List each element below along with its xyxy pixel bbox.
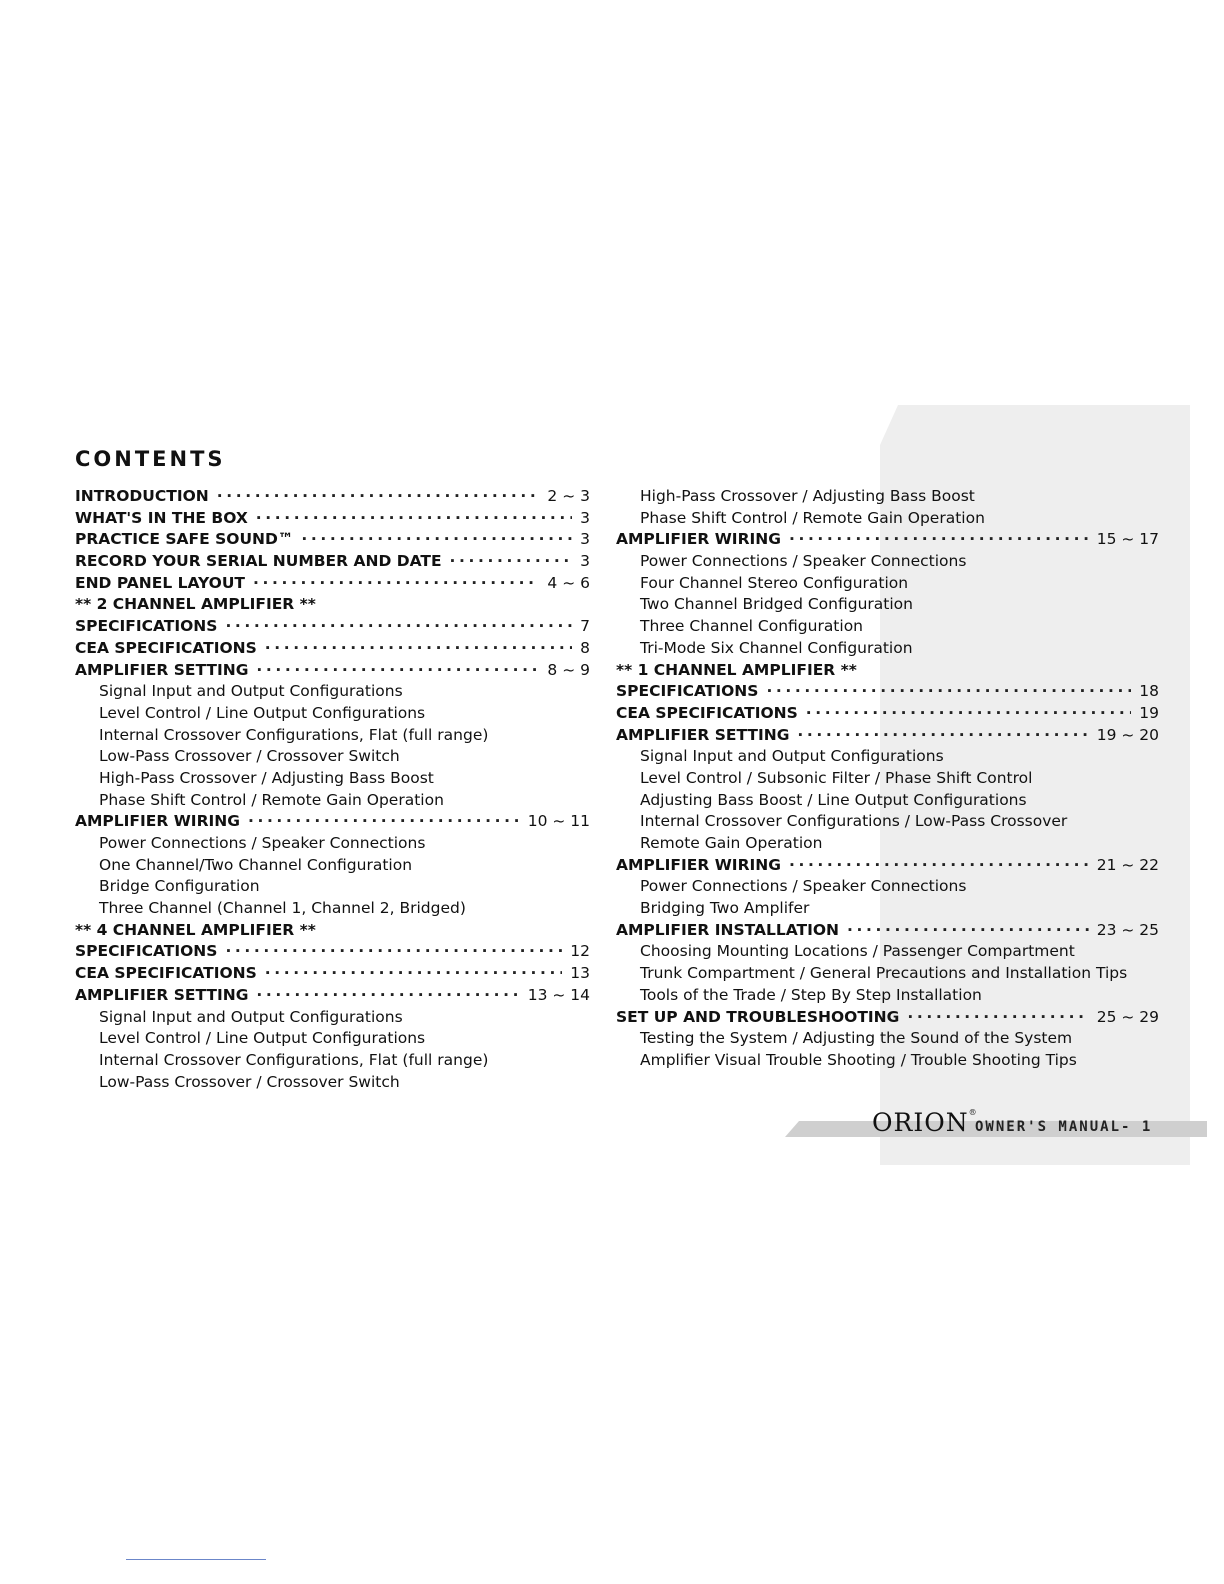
- toc-entry-label: Bridging Two Amplifer: [640, 899, 810, 918]
- dot-leader: [265, 638, 572, 660]
- dot-leader: [248, 811, 520, 833]
- toc-entry-label: Phase Shift Control / Remote Gain Operation: [640, 508, 985, 527]
- dot-leader: [225, 941, 562, 963]
- dot-leader: [225, 616, 572, 638]
- toc-page-number: 7: [580, 617, 590, 636]
- toc-page-number: 2 ~ 3: [547, 487, 590, 505]
- toc-page-number: 13 ~ 14: [527, 985, 590, 1004]
- toc-subentry[interactable]: [616, 963, 1159, 985]
- toc-entry-label: Level Control / Subsonic Filter / Phase Shift Control: [640, 768, 1033, 787]
- toc-subentry[interactable]: [75, 681, 590, 703]
- manual-page-label: OWNER'S MANUAL- 1: [975, 1119, 1153, 1135]
- toc-page-number: 10 ~ 11: [527, 812, 590, 831]
- toc-heading[interactable]: [616, 703, 1159, 725]
- toc-page-number: 19: [1139, 703, 1159, 722]
- dot-leader: [256, 508, 572, 530]
- toc-subentry[interactable]: [616, 811, 1159, 833]
- toc-subentry[interactable]: [75, 746, 590, 768]
- dot-leader: [789, 529, 1089, 551]
- toc-subentry[interactable]: [75, 768, 590, 790]
- toc-entry-label: One Channel/Two Channel Configuration: [99, 855, 413, 874]
- toc-heading[interactable]: [75, 486, 590, 508]
- toc-page-number: 3: [580, 530, 590, 549]
- dot-leader: [847, 920, 1089, 942]
- toc-heading[interactable]: [75, 616, 590, 638]
- toc-entry-label: Internal Crossover Configurations, Flat (full range): [99, 1050, 489, 1069]
- toc-subentry[interactable]: [75, 898, 590, 920]
- toc-entry-label: Two Channel Bridged Configuration: [640, 595, 913, 614]
- toc-subentry[interactable]: [616, 551, 1159, 573]
- toc-page-number: 15 ~ 17: [1096, 530, 1159, 549]
- toc-entry-label: Three Channel Configuration: [640, 617, 864, 636]
- toc-entry-label: Trunk Compartment / General Precautions and Installation Tips: [640, 964, 1128, 983]
- toc-entry-label: Three Channel (Channel 1, Channel 2, Bridged): [99, 899, 466, 918]
- toc-entry-label: AMPLIFIER SETTING: [75, 660, 249, 679]
- page-title: CONTENTS: [75, 447, 226, 471]
- toc-entry-label: Four Channel Stereo Configuration: [640, 573, 909, 592]
- toc-entry-label: Phase Shift Control / Remote Gain Operation: [99, 790, 444, 809]
- toc-entry-label: Amplifier Visual Trouble Shooting / Trouble Shooting Tips: [640, 1050, 1077, 1069]
- toc-left-column: [75, 486, 590, 1093]
- toc-heading[interactable]: [75, 920, 590, 942]
- toc-page-number: 25 ~ 29: [1096, 1007, 1159, 1026]
- toc-subentry[interactable]: [616, 941, 1159, 963]
- toc-entry-label: ** 4 CHANNEL AMPLIFIER **: [75, 920, 316, 939]
- toc-subentry[interactable]: [616, 508, 1159, 530]
- toc-subentry[interactable]: [75, 1072, 590, 1094]
- toc-heading[interactable]: [616, 660, 1159, 682]
- toc-page-number: 8 ~ 9: [547, 660, 590, 679]
- toc-right-column: [616, 486, 1159, 1072]
- toc-subentry[interactable]: [616, 768, 1159, 790]
- toc-heading[interactable]: [75, 660, 590, 682]
- toc-subentry[interactable]: [616, 746, 1159, 768]
- toc-heading[interactable]: [75, 573, 590, 595]
- toc-entry-label: Signal Input and Output Configurations: [640, 747, 944, 766]
- brand-mark: ®: [968, 1108, 978, 1117]
- dot-leader: [301, 529, 572, 551]
- toc-heading[interactable]: [616, 855, 1159, 877]
- toc-heading[interactable]: [75, 594, 590, 616]
- toc-entry-label: Low-Pass Crossover / Crossover Switch: [99, 747, 400, 766]
- toc-heading[interactable]: [75, 941, 590, 963]
- toc-page-number: 8: [580, 638, 590, 657]
- dot-leader: [789, 855, 1089, 877]
- dot-leader: [797, 725, 1088, 747]
- toc-entry-label: Tri-Mode Six Channel Configuration: [640, 638, 913, 657]
- toc-subentry[interactable]: [75, 703, 590, 725]
- toc-entry-label: RECORD YOUR SERIAL NUMBER AND DATE: [75, 552, 442, 571]
- toc-subentry[interactable]: [75, 833, 590, 855]
- toc-heading[interactable]: [75, 508, 590, 530]
- toc-entry-label: AMPLIFIER SETTING: [75, 985, 249, 1004]
- dot-leader: [806, 703, 1131, 725]
- toc-entry-label: High-Pass Crossover / Adjusting Bass Boost: [99, 768, 434, 787]
- toc-page-number: 19 ~ 20: [1096, 725, 1159, 744]
- toc-entry-label: Power Connections / Speaker Connections: [99, 834, 426, 852]
- dot-leader: [265, 963, 562, 985]
- toc-subentry[interactable]: [616, 790, 1159, 812]
- dot-leader: [217, 486, 540, 508]
- toc-heading[interactable]: [75, 529, 590, 551]
- toc-page-number: 3: [580, 552, 590, 571]
- toc-page-number: 13: [570, 964, 590, 983]
- toc-subentry[interactable]: [616, 573, 1159, 595]
- toc-heading[interactable]: [75, 551, 590, 573]
- toc-entry-label: Signal Input and Output Configurations: [99, 682, 403, 701]
- toc-entry-label: Signal Input and Output Configurations: [99, 1007, 403, 1026]
- toc-subentry[interactable]: [75, 1007, 590, 1029]
- toc-entry-label: Remote Gain Operation: [640, 834, 823, 852]
- toc-subentry[interactable]: [75, 1028, 590, 1050]
- toc-entry-label: SET UP AND TROUBLESHOOTING: [616, 1007, 900, 1026]
- toc-heading[interactable]: [616, 529, 1159, 551]
- toc-entry-label: High-Pass Crossover / Adjusting Bass Boost: [640, 487, 975, 505]
- toc-subentry[interactable]: [616, 594, 1159, 616]
- toc-subentry[interactable]: [616, 898, 1159, 920]
- toc-entry-label: ** 1 CHANNEL AMPLIFIER **: [616, 660, 857, 679]
- toc-entry-label: AMPLIFIER WIRING: [616, 855, 781, 874]
- toc-entry-label: Internal Crossover Configurations, Flat (full range): [99, 725, 489, 744]
- toc-heading[interactable]: [75, 811, 590, 833]
- toc-subentry[interactable]: [616, 1050, 1159, 1072]
- toc-entry-label: CEA SPECIFICATIONS: [75, 638, 257, 657]
- brand-logo: [872, 1108, 978, 1137]
- toc-entry-label: INTRODUCTION: [75, 487, 209, 505]
- toc-subentry[interactable]: [75, 1050, 590, 1072]
- toc-entry-label: CEA SPECIFICATIONS: [616, 703, 798, 722]
- toc-subentry[interactable]: [75, 725, 590, 747]
- toc-entry-label: AMPLIFIER WIRING: [616, 530, 781, 549]
- toc-heading[interactable]: [616, 725, 1159, 747]
- toc-subentry[interactable]: [75, 855, 590, 877]
- toc-page-number: 18: [1139, 682, 1159, 701]
- toc-subentry[interactable]: [75, 790, 590, 812]
- toc-entry-label: SPECIFICATIONS: [75, 942, 218, 961]
- toc-entry-label: Power Connections / Speaker Connections: [640, 552, 967, 571]
- toc-entry-label: ** 2 CHANNEL AMPLIFIER **: [75, 595, 316, 614]
- toc-entry-label: Level Control / Line Output Configurations: [99, 703, 426, 722]
- toc-entry-label: SPECIFICATIONS: [616, 682, 759, 701]
- bottom-rule: [126, 1559, 266, 1560]
- toc-subentry[interactable]: [616, 1028, 1159, 1050]
- brand-name: ORION: [872, 1108, 969, 1137]
- toc-entry-label: AMPLIFIER SETTING: [616, 725, 790, 744]
- toc-heading[interactable]: [616, 920, 1159, 942]
- dot-leader: [256, 660, 539, 682]
- toc-entry-label: Internal Crossover Configurations / Low-Pass Crossover: [640, 812, 1068, 831]
- toc-subentry[interactable]: [616, 876, 1159, 898]
- dot-leader: [766, 681, 1131, 703]
- toc-entry-label: Tools of the Trade / Step By Step Installation: [640, 985, 982, 1004]
- toc-entry-label: AMPLIFIER WIRING: [75, 812, 240, 831]
- toc-subentry[interactable]: [616, 616, 1159, 638]
- toc-entry-label: SPECIFICATIONS: [75, 617, 218, 636]
- toc-subentry[interactable]: [616, 985, 1159, 1007]
- dot-leader: [253, 573, 539, 595]
- toc-subentry[interactable]: [616, 638, 1159, 660]
- toc-page-number: 23 ~ 25: [1096, 920, 1159, 939]
- toc-page-number: 21 ~ 22: [1096, 855, 1159, 874]
- dot-leader: [907, 1007, 1088, 1029]
- dot-leader: [256, 985, 519, 1007]
- toc-entry-label: AMPLIFIER INSTALLATION: [616, 920, 840, 939]
- toc-heading[interactable]: [75, 638, 590, 660]
- toc-entry-label: PRACTICE SAFE SOUND™: [75, 530, 294, 549]
- toc-entry-label: Testing the System / Adjusting the Sound of the System: [640, 1029, 1073, 1048]
- toc-page-number: 3: [580, 508, 590, 527]
- toc-heading[interactable]: [616, 681, 1159, 703]
- toc-entry-label: Low-Pass Crossover / Crossover Switch: [99, 1072, 400, 1091]
- toc-entry-label: CEA SPECIFICATIONS: [75, 964, 257, 983]
- toc-page-number: 12: [570, 942, 590, 961]
- toc-heading[interactable]: [75, 963, 590, 985]
- toc-heading[interactable]: [75, 985, 590, 1007]
- toc-entry-label: END PANEL LAYOUT: [75, 573, 245, 592]
- toc-entry-label: Level Control / Line Output Configurations: [99, 1029, 426, 1048]
- toc-entry-label: WHAT'S IN THE BOX: [75, 508, 248, 527]
- toc-entry-label: Adjusting Bass Boost / Line Output Configurations: [640, 790, 1027, 809]
- dot-leader: [450, 551, 573, 573]
- toc-entry-label: Choosing Mounting Locations / Passenger Compartment: [640, 942, 1075, 961]
- toc-subentry[interactable]: [616, 486, 1159, 508]
- toc-entry-label: Bridge Configuration: [99, 877, 260, 896]
- toc-page-number: 4 ~ 6: [547, 573, 590, 592]
- toc-subentry[interactable]: [616, 833, 1159, 855]
- toc-entry-label: Power Connections / Speaker Connections: [640, 877, 967, 896]
- toc-subentry[interactable]: [75, 876, 590, 898]
- toc-heading[interactable]: [616, 1007, 1159, 1029]
